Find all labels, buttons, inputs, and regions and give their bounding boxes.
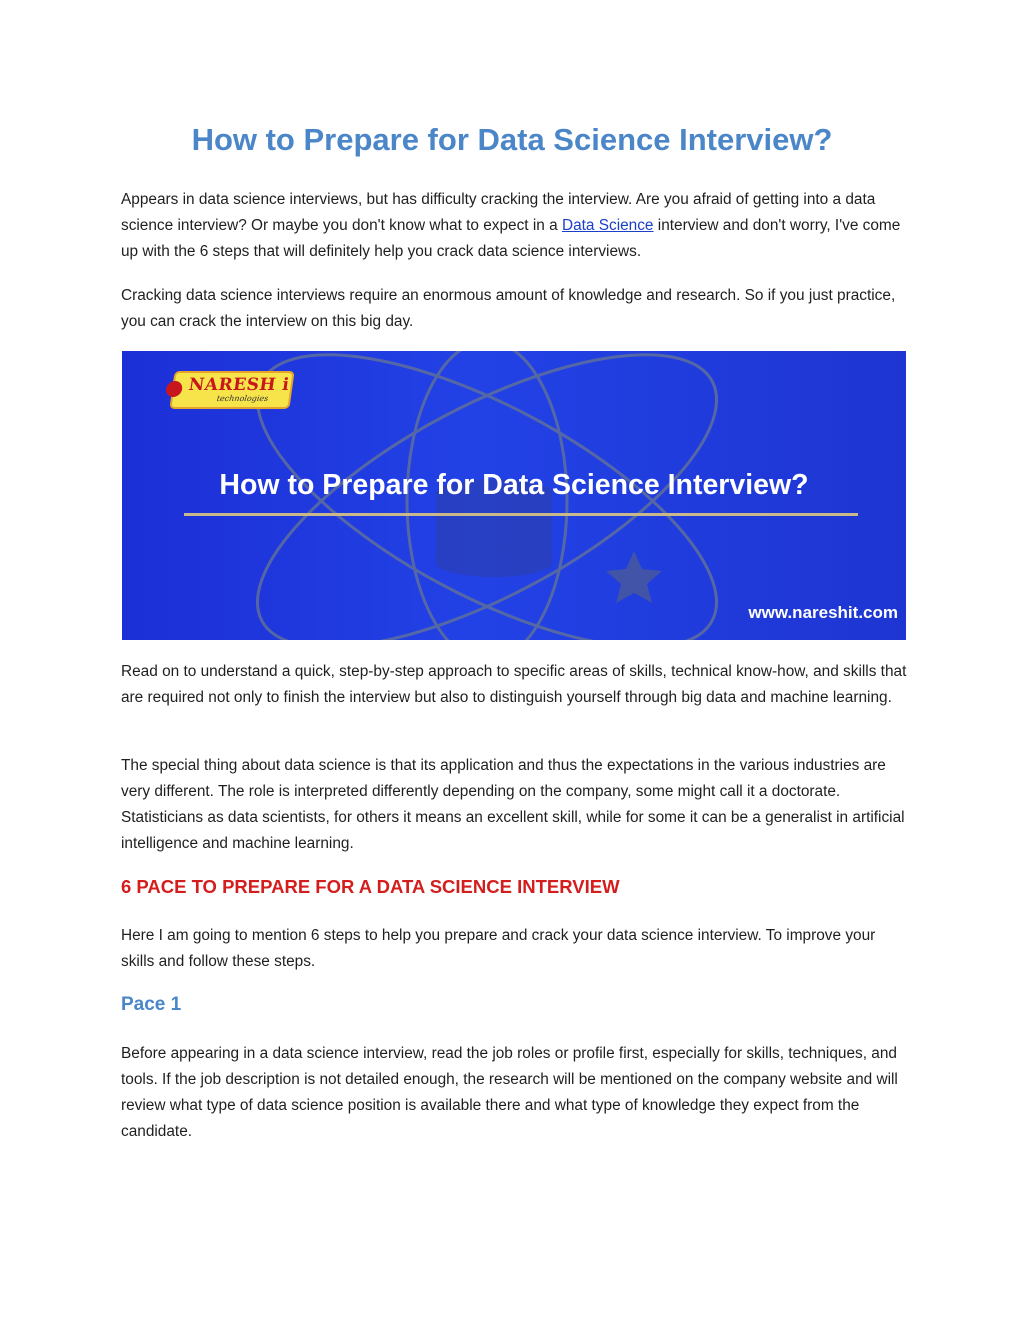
star-icon bbox=[606, 551, 662, 603]
paragraph-cracking: Cracking data science interviews require an enormous amount of knowledge and research. So if you just practice, you can crack the interview on this big day. bbox=[121, 287, 896, 330]
banner-divider bbox=[184, 513, 858, 516]
subheading-pace-1: Pace 1 bbox=[121, 994, 182, 1015]
banner-image bbox=[122, 351, 906, 640]
logo-subtext: technologies bbox=[216, 394, 269, 403]
paragraph-pace-1: Before appearing in a data science interview, read the job roles or profile first, especially for skills, techniques, and tools. If the job description is not detailed enough, the research will be mentioned on the company website and will review what type of data science position is available there and what type of knowledge they expect from the candidate. bbox=[121, 1045, 898, 1140]
paragraph-special-thing: The special thing about data science is that its application and thus the expectations in the various industries are very different. The role is interpreted differently depending on the company, some might call it a doctorate. Statisticians as data scientists, for others it means an excellent skill, while for some it can be a generalist in artificial intelligence and machine learning. bbox=[121, 757, 905, 852]
paragraph-read-on: Read on to understand a quick, step-by-step approach to specific areas of skills, technical know-how, and skills that are required not only to finish the interview but also to distinguish yourself through big data and machine learning. bbox=[121, 663, 907, 706]
page-title: How to Prepare for Data Science Interview? bbox=[191, 122, 833, 157]
naresh-logo bbox=[172, 373, 293, 407]
section-heading: 6 PACE TO PREPARE FOR A DATA SCIENCE INTERVIEW bbox=[121, 876, 620, 897]
banner-url: www.nareshit.com bbox=[748, 603, 898, 622]
logo-badge-icon bbox=[165, 381, 183, 397]
logo-text: NARESH i bbox=[187, 375, 291, 395]
banner-title: How to Prepare for Data Science Interview? bbox=[219, 469, 809, 501]
intro-text-before-link: Appears in data science interviews, but has difficulty cracking the interview. Are you afraid of getting into a data science interview? Or maybe you don't know what to expect in a bbox=[121, 191, 876, 234]
intro-paragraph bbox=[121, 187, 911, 265]
paragraph-steps-intro: Here I am going to mention 6 steps to help you prepare and crack your data science interview. To improve your skills and follow these steps. bbox=[121, 927, 876, 970]
data-science-link[interactable]: Data Science bbox=[561, 217, 654, 234]
intro-text-after-link: interview and don't worry, I've come up with the 6 steps that will definitely help you crack data science interviews. bbox=[121, 217, 901, 260]
